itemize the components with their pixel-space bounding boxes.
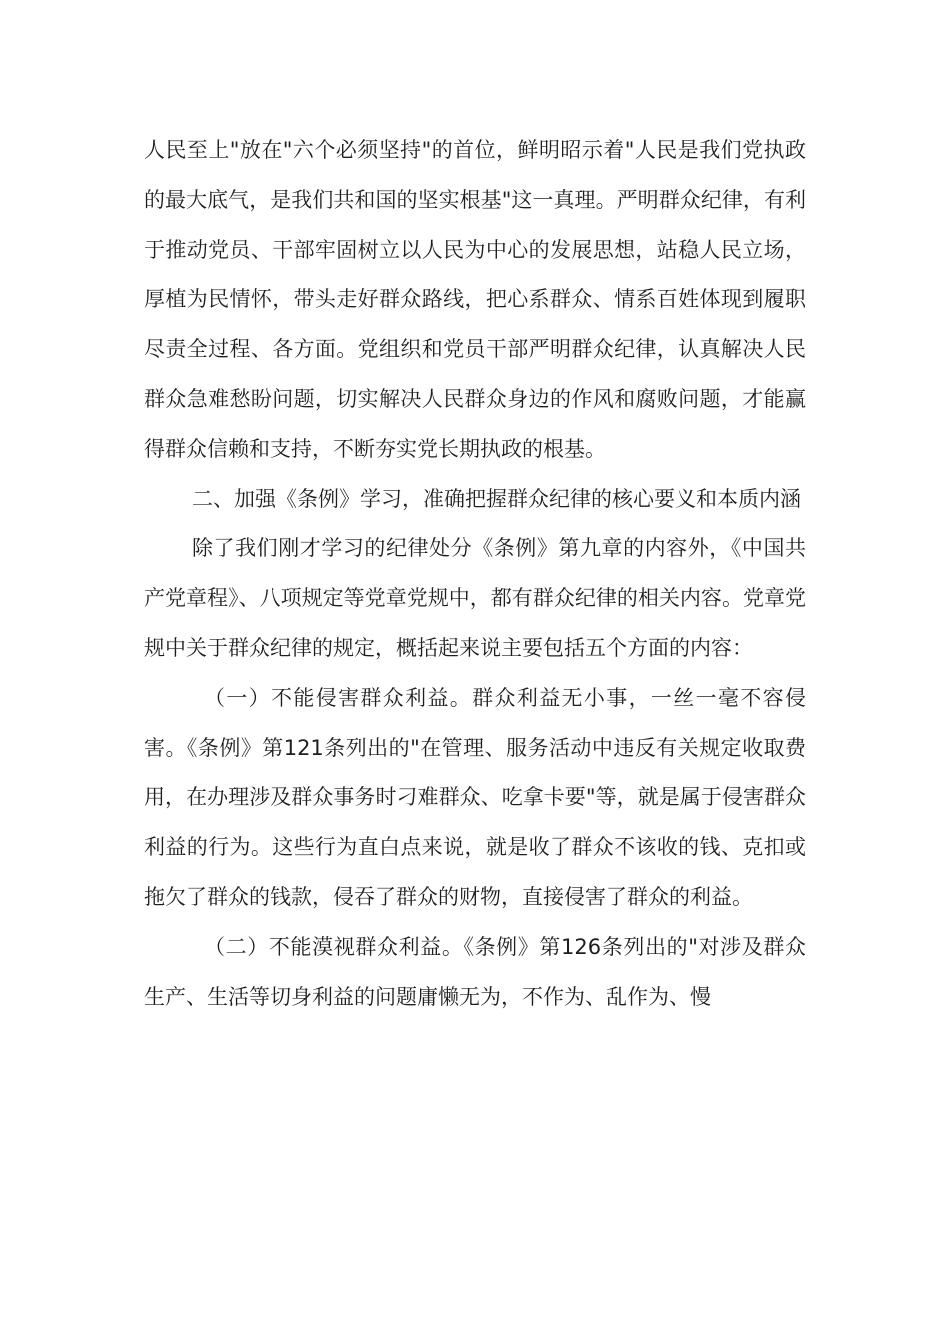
paragraph-point-2: （二）不能漠视群众利益。《条例》第126条列出的"对涉及群众生产、生活等切身利益的问题庸懒无为，不作为、乱作为、慢: [144, 934, 806, 1009]
paragraph-point-1: （一）不能侵害群众利益。群众利益无小事，一丝一毫不容侵害。《条例》第121条列出的"在管理、服务活动中违反有关规定收取费用，在办理涉及群众事务时刁难群众、吃拿卡要"等，就是属于侵害群众利益的行为。这些行为直白点来说，就是收了群众不该收的钱、克扣或拖欠了群众的钱款，侵吞了群众的财物，直接侵害了群众的利益。: [144, 685, 806, 909]
section-heading: 二、加强《条例》学习，准确把握群众纪律的核心要义和本质内涵: [192, 486, 801, 511]
paragraph-continuation: 人民至上"放在"六个必须坚持"的首位，鲜明昭示着"人民是我们党执政的最大底气，是我们共和国的坚实根基"这一真理。严明群众纪律，有利于推动党员、干部牢固树立以人民为中心的发展思想，站稳人民立场，厚植为民情怀，带头走好群众路线，把心系群众、情系百姓体现到履职尽责全过程、各方面。党组织和党员干部严明群众纪律，认真解决人民群众急难愁盼问题，切实解决人民群众身边的作风和腐败问题，才能赢得群众信赖和支持，不断夯实党长期执政的根基。: [144, 138, 806, 461]
paragraph-intro: 除了我们刚才学习的纪律处分《条例》第九章的内容外，《中国共产党章程》、八项规定等党章党规中，都有群众纪律的相关内容。党章党规中关于群众纪律的规定，概括起来说主要包括五个方面的内容：: [144, 536, 806, 660]
document-body: [144, 126, 806, 1022]
